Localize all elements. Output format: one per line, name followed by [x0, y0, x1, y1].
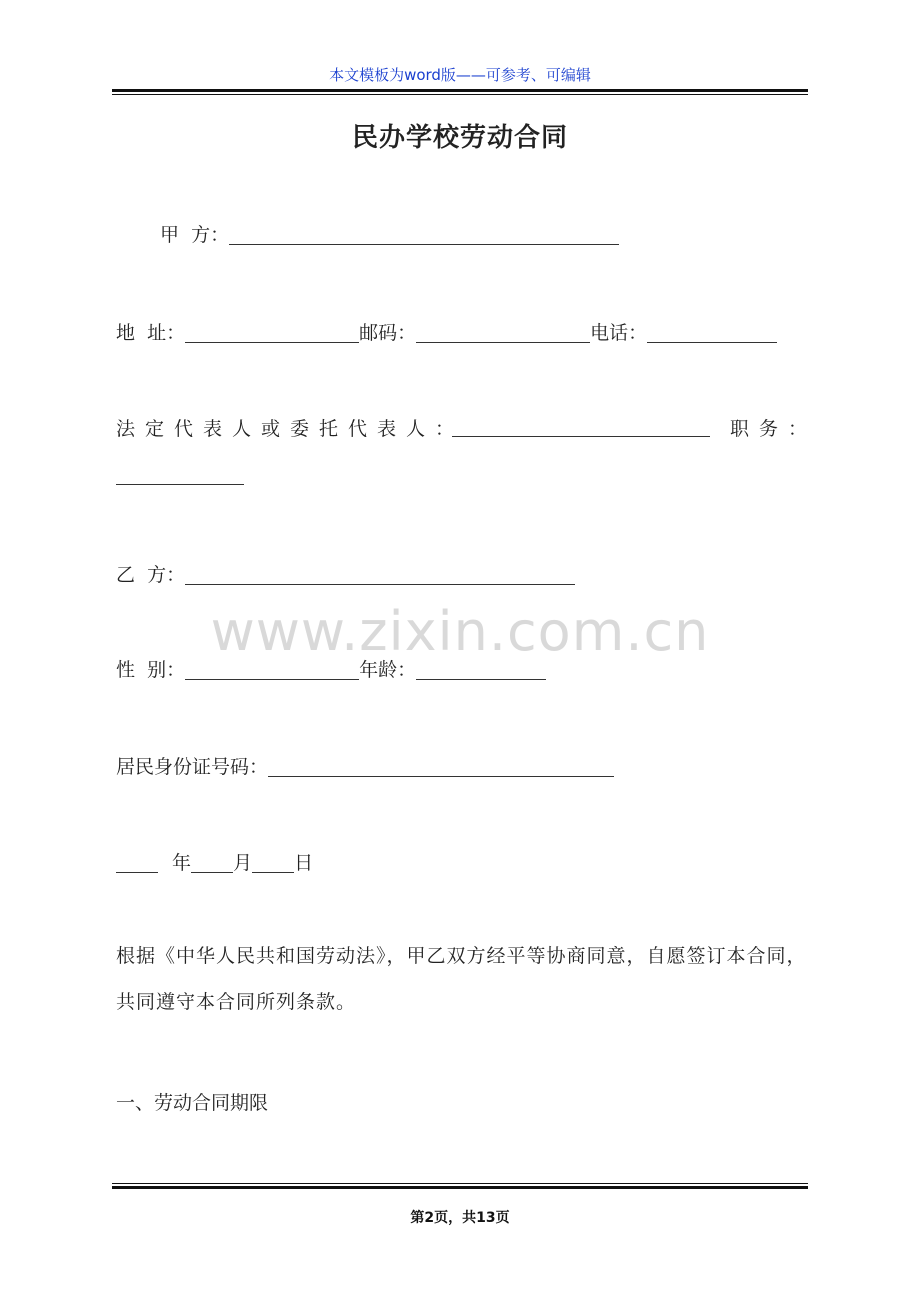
address-blank[interactable] — [185, 320, 359, 343]
id-number-label: 居民身份证号码： — [116, 756, 269, 778]
position-blank-line — [116, 462, 244, 486]
gender-age-line — [116, 655, 546, 682]
header-note: 本文模板为word版——可参考、可编辑 — [329, 66, 591, 84]
month-label: 月 — [233, 852, 253, 874]
header-rule-thick — [112, 89, 808, 92]
year-blank[interactable] — [116, 850, 158, 873]
phone-label: 电话： — [590, 322, 648, 344]
position-label: 职务： — [730, 418, 818, 440]
day-blank[interactable] — [252, 850, 294, 873]
phone-blank[interactable] — [647, 320, 777, 343]
id-number-blank[interactable] — [268, 754, 614, 777]
postcode-label: 邮码： — [359, 322, 417, 344]
address-label: 地 址： — [116, 322, 186, 344]
month-blank[interactable] — [191, 850, 233, 873]
id-number-line — [116, 752, 614, 779]
postcode-blank[interactable] — [416, 320, 590, 343]
gender-label: 性 别： — [116, 659, 186, 681]
section-1-heading: 一、劳动合同期限 — [116, 1092, 269, 1114]
footer-rule-thick — [112, 1186, 808, 1189]
date-line — [116, 848, 313, 875]
party-b-blank[interactable] — [185, 562, 575, 585]
intro-paragraph: 根据《中华人民共和国劳动法》，甲乙双方经平等协商同意，自愿签订本合同，共同遵守本合同所列条款。 — [116, 945, 807, 1013]
day-label: 日 — [294, 852, 314, 874]
header-rule-thin — [112, 94, 808, 95]
representative-line — [116, 414, 464, 441]
party-b-label: 乙 方： — [116, 564, 186, 586]
representative-blank[interactable] — [452, 414, 710, 437]
year-label: 年 — [172, 852, 192, 874]
age-blank[interactable] — [416, 657, 546, 680]
address-line — [116, 318, 777, 345]
representative-label: 法定代表人或委托代表人： — [116, 418, 465, 440]
watermark: www.zixin.com.cn — [210, 600, 710, 663]
representative-blank-wrap — [452, 414, 710, 438]
party-a-blank[interactable] — [229, 222, 619, 245]
position-line — [730, 414, 817, 441]
page-number: 第2页，共13页 — [410, 1210, 510, 1226]
position-blank[interactable] — [116, 462, 244, 485]
party-b-line — [116, 560, 575, 587]
party-a-label: 甲 方： — [160, 224, 230, 246]
party-a-line — [160, 220, 619, 247]
footer-rule-thin — [112, 1183, 808, 1184]
document-title: 民办学校劳动合同 — [351, 123, 568, 153]
age-label: 年龄： — [359, 659, 417, 681]
gender-blank[interactable] — [185, 657, 359, 680]
